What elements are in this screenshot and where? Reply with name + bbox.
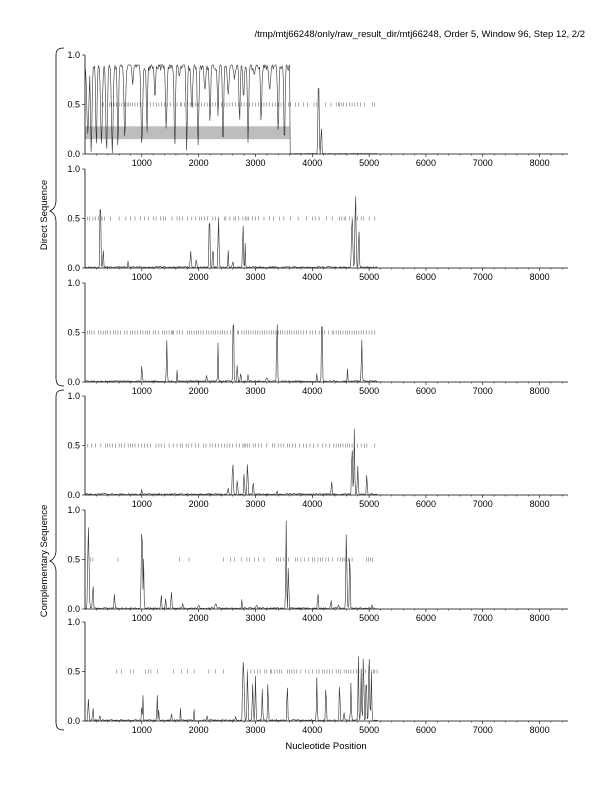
brace-direct <box>50 48 64 386</box>
x-tick-label: 2000 <box>188 158 209 168</box>
x-tick-label: 1000 <box>131 613 152 623</box>
panels-layer <box>67 50 568 735</box>
x-tick-label: 3000 <box>245 499 266 509</box>
y-tick-label: 0.0 <box>67 490 80 500</box>
y-tick-label: 0.5 <box>67 213 80 224</box>
y-tick-label: 0.5 <box>67 440 80 451</box>
x-tick-label: 2000 <box>188 272 209 282</box>
y-tick-label: 0.0 <box>67 149 80 159</box>
x-tick-label: 4000 <box>302 499 323 509</box>
series-line <box>85 325 378 383</box>
series-line <box>85 521 378 609</box>
panel-6 <box>67 617 568 735</box>
x-tick-label: 2000 <box>188 725 209 735</box>
y-tick-label: 0.0 <box>67 716 80 726</box>
x-tick-label: 5000 <box>359 158 380 168</box>
panel-1 <box>67 50 568 168</box>
x-tick-label: 5000 <box>359 499 380 509</box>
group-labels-layer <box>39 48 64 730</box>
x-tick-label: 3000 <box>245 386 266 396</box>
y-tick-label: 0.5 <box>67 327 80 338</box>
chart-title: /tmp/mtj66248/only/raw_result_dir/mtj66248, Order 5, Window 96, Step 12, 2/2 <box>254 29 585 40</box>
x-tick-label: 6000 <box>415 613 436 623</box>
x-tick-label: 5000 <box>359 386 380 396</box>
x-tick-label: 8000 <box>529 499 550 509</box>
x-tick-label: 2000 <box>188 499 209 509</box>
x-tick-label: 1000 <box>131 272 152 282</box>
x-tick-label: 8000 <box>529 158 550 168</box>
y-tick-label: 1.0 <box>67 505 80 515</box>
x-tick-label: 5000 <box>359 272 380 282</box>
group-label-complementary: Complementary Sequence <box>39 504 50 618</box>
y-tick-label: 1.0 <box>67 617 80 627</box>
x-tick-label: 8000 <box>529 272 550 282</box>
y-tick-label: 0.0 <box>67 263 80 273</box>
x-tick-label: 7000 <box>472 725 493 735</box>
x-tick-label: 3000 <box>245 725 266 735</box>
x-tick-label: 4000 <box>302 272 323 282</box>
x-tick-label: 7000 <box>472 158 493 168</box>
x-tick-label: 5000 <box>359 725 380 735</box>
x-tick-label: 3000 <box>245 272 266 282</box>
series-line <box>85 429 378 495</box>
y-tick-label: 0.0 <box>67 604 80 614</box>
x-tick-label: 1000 <box>131 725 152 735</box>
x-tick-label: 8000 <box>529 386 550 396</box>
x-tick-label: 5000 <box>359 613 380 623</box>
y-tick-label: 0.5 <box>67 554 80 565</box>
series-line <box>85 65 378 154</box>
x-tick-label: 6000 <box>415 386 436 396</box>
x-tick-label: 1000 <box>131 499 152 509</box>
x-tick-label: 7000 <box>472 272 493 282</box>
y-tick-label: 1.0 <box>67 164 80 174</box>
x-tick-label: 2000 <box>188 386 209 396</box>
x-tick-label: 4000 <box>302 613 323 623</box>
x-tick-label: 7000 <box>472 386 493 396</box>
x-tick-label: 4000 <box>302 158 323 168</box>
x-axis-label: Nucleotide Position <box>285 741 367 752</box>
y-tick-label: 0.0 <box>67 377 80 387</box>
panel-3 <box>67 278 568 396</box>
x-tick-label: 6000 <box>415 158 436 168</box>
y-tick-label: 0.5 <box>67 666 80 677</box>
panel-4 <box>67 391 568 509</box>
x-tick-label: 7000 <box>472 499 493 509</box>
x-tick-label: 1000 <box>131 386 152 396</box>
x-tick-label: 1000 <box>131 158 152 168</box>
series-line <box>85 656 378 721</box>
brace-complementary <box>50 390 64 730</box>
x-tick-label: 6000 <box>415 725 436 735</box>
y-tick-label: 1.0 <box>67 278 80 288</box>
y-tick-label: 1.0 <box>67 391 80 401</box>
x-tick-label: 6000 <box>415 272 436 282</box>
x-tick-label: 4000 <box>302 725 323 735</box>
group-label-direct: Direct Sequence <box>39 179 50 251</box>
y-tick-label: 1.0 <box>67 50 80 60</box>
x-tick-label: 7000 <box>472 613 493 623</box>
y-tick-label: 0.5 <box>67 99 80 110</box>
panel-5 <box>67 505 568 623</box>
x-tick-label: 8000 <box>529 725 550 735</box>
x-tick-label: 4000 <box>302 386 323 396</box>
x-tick-label: 2000 <box>188 613 209 623</box>
x-tick-label: 8000 <box>529 613 550 623</box>
panel-2 <box>67 164 568 282</box>
x-tick-label: 6000 <box>415 499 436 509</box>
series-line <box>85 197 378 269</box>
x-tick-label: 3000 <box>245 158 266 168</box>
x-tick-label: 3000 <box>245 613 266 623</box>
